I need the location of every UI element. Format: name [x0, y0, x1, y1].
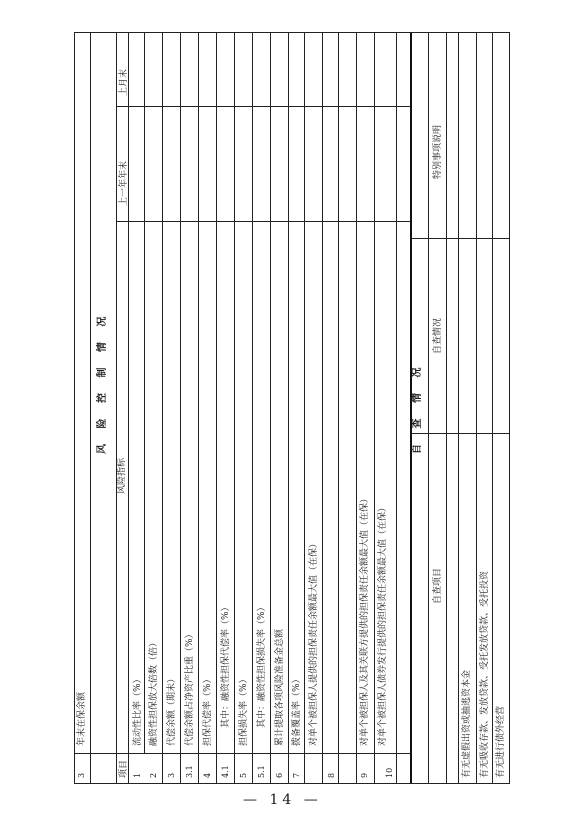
table-rule — [90, 32, 91, 784]
table-rule — [144, 32, 145, 754]
section-title-risk: 风 险 控 制 情 况 — [97, 310, 108, 454]
table-rule — [304, 32, 305, 784]
table-rule — [458, 32, 459, 784]
row-label: 代偿余额（期末） — [167, 673, 177, 746]
table-rule — [410, 238, 510, 239]
row-number: 8 — [327, 772, 336, 778]
table-rule — [116, 32, 117, 784]
col-header-last-month: 上月末 — [119, 68, 129, 96]
row-label: 对单个被担保人及其关联方提供的担保责任余额最大值（在保） — [360, 493, 370, 746]
col-header-self-check-item: 自查项目 — [433, 567, 443, 604]
table-rule — [374, 32, 375, 784]
section-title-self-check: 自 查 情 况 — [412, 361, 423, 454]
table-rule — [74, 753, 410, 754]
row-label: 代偿余额占净资产比重（%） — [185, 629, 195, 746]
page-number: — 14 — — [243, 792, 322, 808]
table-rule — [446, 32, 447, 784]
table-rule — [216, 32, 217, 784]
row-number: 9 — [360, 772, 369, 778]
row-label: 其中：融资性担保损失率（%） — [257, 602, 267, 728]
col-header-indicator: 风险指标 — [117, 457, 127, 494]
row-label: 融资性担保放大倍数（倍） — [149, 637, 159, 746]
table-border-right — [74, 32, 510, 33]
row-number: 2 — [149, 772, 158, 778]
row-number: 5 — [239, 772, 248, 778]
row-number: 10 — [385, 767, 394, 778]
self-check-row-label: 有无进行债外经营 — [496, 705, 506, 778]
row-number: 6 — [275, 772, 284, 778]
row-label: 流动性比率（%） — [133, 674, 143, 746]
row-label: 累计提取各项风险准备金总额 — [275, 628, 285, 746]
row-number: 7 — [292, 772, 301, 778]
table-rule — [288, 32, 289, 784]
row-label: 对单个被担保人提供的担保责任余额最大值（在保） — [309, 538, 319, 746]
table-rule — [128, 32, 129, 784]
row-number: 5.1 — [257, 765, 266, 778]
col-header-notes: 特别事项说明 — [433, 124, 443, 179]
table-rule — [252, 32, 253, 784]
table-rule — [270, 32, 271, 784]
risk-control-table — [74, 32, 510, 784]
row-label: 年末在保余额 — [77, 691, 87, 746]
col-header-item: 项目 — [119, 759, 129, 778]
table-rule — [356, 32, 357, 784]
table-rule — [396, 32, 397, 784]
col-header-last-year: 上一年年末 — [119, 160, 129, 206]
table-border-left — [74, 783, 510, 784]
table-border-bottom — [509, 32, 510, 784]
self-check-row-label: 有无吸收存款、发放贷款、受托发放贷款、受托投资 — [480, 570, 490, 778]
table-rule — [116, 106, 410, 107]
row-number: 3.1 — [185, 765, 194, 778]
row-label: 其中：融资性担保代偿率（%） — [221, 602, 231, 728]
self-check-row-label: 有无虚假出资或抽逃资本金 — [462, 669, 472, 778]
table-rule — [162, 32, 163, 784]
table-rule — [322, 32, 323, 784]
table-rule — [428, 32, 429, 784]
row-number: 4.1 — [221, 765, 230, 778]
table-rule — [338, 32, 339, 784]
row-label: 担保代偿率（%） — [203, 674, 213, 746]
table-rule — [410, 433, 510, 434]
table-rule — [476, 32, 477, 784]
row-label: 对单个被担保人债券发行提供的担保责任余额最大值（在保） — [378, 502, 388, 746]
col-header-self-check-status: 自查情况 — [433, 317, 443, 354]
row-label: 担保损失率（%） — [239, 674, 249, 746]
row-number: 1 — [133, 772, 142, 778]
row-label: 拨备覆盖率（%） — [292, 674, 302, 746]
row-number: 3 — [167, 772, 176, 778]
table-rule — [492, 32, 493, 784]
table-rule — [116, 221, 410, 222]
table-border-top — [74, 32, 75, 784]
table-rule — [198, 32, 199, 784]
table-rule — [180, 32, 181, 784]
table-rule — [234, 32, 235, 784]
row-number: 3 — [77, 772, 86, 778]
row-number: 4 — [203, 772, 212, 778]
